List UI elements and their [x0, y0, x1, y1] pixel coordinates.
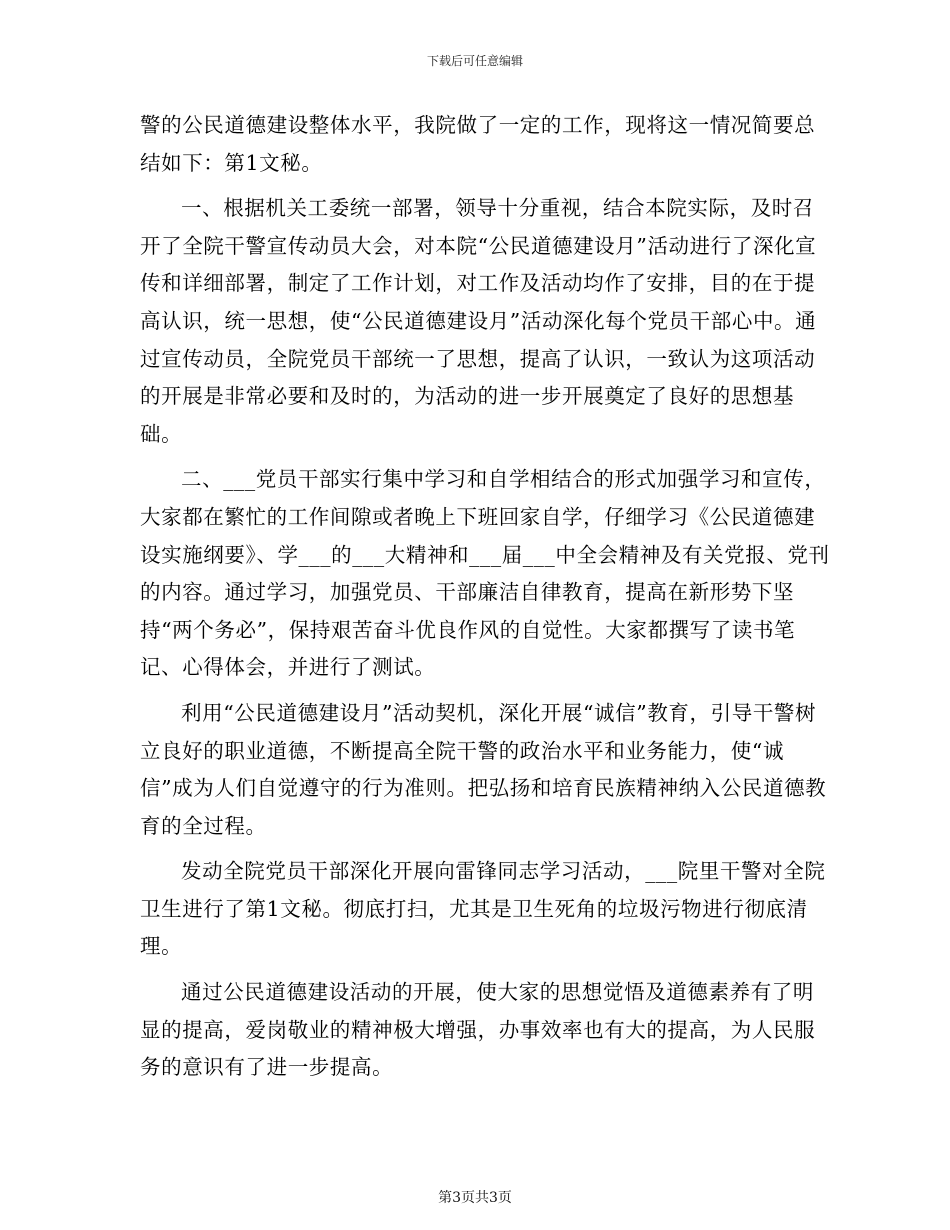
- page-header-note: 下载后可任意编辑: [426, 54, 523, 68]
- paragraph-integrity-education: 利用“公民道德建设月”活动契机，深化开展“诚信”教育，引导干警树立良好的职业道德，不断提高全院干警的政治水平和业务能力，使“诚信”成为人们自觉遵守的行为准则。把弘扬和培育民族精神纳入公民道德教育的全过程。: [140, 700, 827, 838]
- paragraph-section-two: 二、___党员干部实行集中学习和自学相结合的形式加强学习和宣传，大家都在繁忙的工作间隙或者晚上下班回家自学，仔细学习《公民道德建设实施纲要》、学___的___大精神和___届___中全会精神及有关党报、党刊的内容。通过学习，加强党员、干部廉洁自律教育，提高在新形势下坚持“两个务必”，保持艰苦奋斗优良作风的自觉性。大家都撰写了读书笔记、心得体会，并进行了测试。: [140, 467, 830, 680]
- paragraph-conclusion: 通过公民道德建设活动的开展，使大家的思想觉悟及道德素养有了明显的提高，爱岗敬业的精神极大增强，办事效率也有大的提高，为人民服务的意识有了进一步提高。: [140, 980, 816, 1080]
- paragraph-continuation: 警的公民道德建设整体水平，我院做了一定的工作，现将这一情况简要总结如下：第1文秘。: [140, 113, 816, 175]
- document-body: [140, 107, 830, 1095]
- paragraph-lei-feng-activity: 发动全院党员干部深化开展向雷锋同志学习活动，___院里干警对全院卫生进行了第1文秘。彻底打扫，尤其是卫生死角的垃圾污物进行彻底清理。: [140, 859, 826, 959]
- page-number: 第3页共3页: [438, 1190, 512, 1206]
- paragraph-section-one: 一、根据机关工委统一部署，领导十分重视，结合本院实际，及时召开了全院干警宣传动员大会，对本院“公民道德建设月”活动进行了深化宣传和详细部署，制定了工作计划，对工作及活动均作了安排，目的在于提高认识，统一思想，使“公民道德建设月”活动深化每个党员干部心中。通过宣传动员，全院党员干部统一了思想，提高了认识，一致认为这项活动的开展是非常必要和及时的，为活动的进一步开展奠定了良好的思想基础。: [140, 196, 817, 446]
